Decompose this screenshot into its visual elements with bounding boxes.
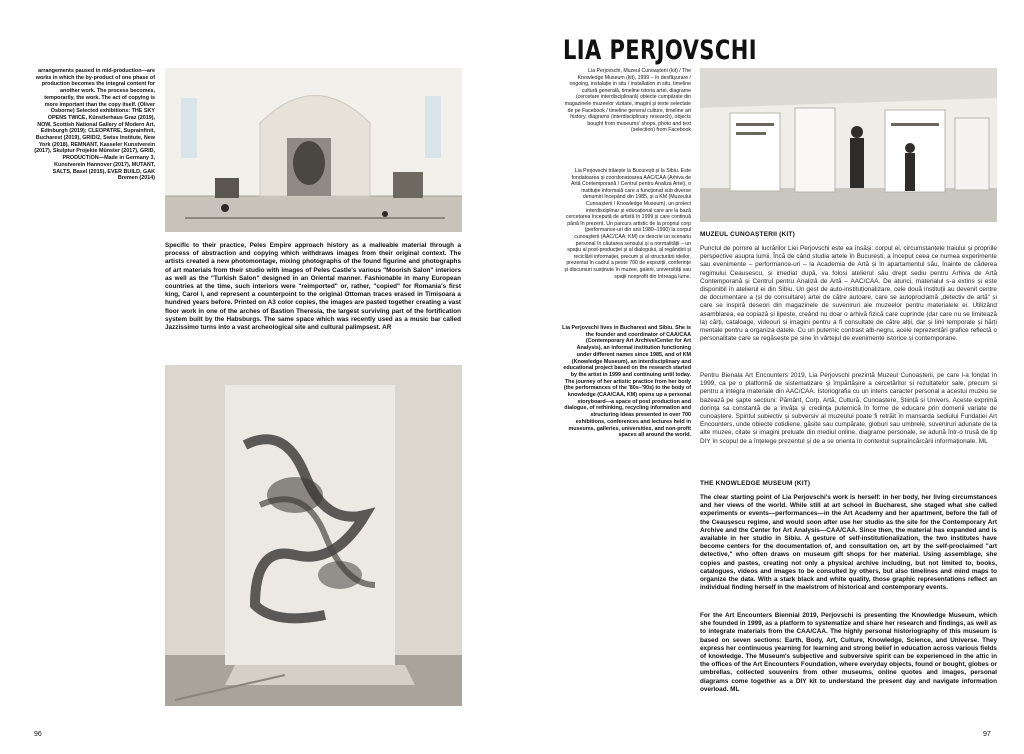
page-number-right: 97 — [983, 731, 991, 738]
text-ro-part2: Pentru Bienala Art Encounters 2019, Lia Perjovschi prezintă Muzeul Cunoașterii, pe care l-a fondat în 1999, ca pe o platformă de sistematizare și împărtășire a cercetărilor și rezultatelor sale, precum și pentru a integra materiale din AAC/CAA. Istoriografia cu un intens caracter personal a acestui muzeu se bazează pe șapte secțiuni: Pământ, Corp, Artă, Cultură, Cunoaștere, Știință și Univers. Aceste exprimă dorința sa constantă de a învăța și credința puternică în forme de educare prin domenii variate de cunoaștere. Spiritul subiectiv și subversiv al muzeului poate fi retrăit în mansarda sediului Fundației Art Encounters, unde obiecte cotidiene, găsite sau cumpărate, globuri sau umbrele, suveniruri adunate de la alte muzee, citate și imagini preluate din mediul online, diagrame personale, se adună într-o trusă de tip DIY în scopul de a înțelege prezentul și de a se orienta în contextul supraîncărcării informaționale. ML — [700, 372, 997, 445]
heading-en: THE KNOWLEDGE MUSEUM (KIT) — [700, 480, 811, 487]
photo-arched-room — [165, 68, 462, 232]
work-caption-ro: Lia Perjovschi, Muzeul Cunoașterii (kit) / The Knowledge Museum (kit), 1999 – în desfășurare / ongoing, instalație in situ / installation in situ, timeline cultură generală, timeline istoria artei, diagrame (cercetare interdisciplinară) obiecte cumpărate din magazinele muzeelor vizitate, imagini și texte selectate de pe Facebook / timeline general culture, timeline art history, diagrams (interdisciplinary research), objects bought from museums' shops, photo and text (selection) from Facebook — [564, 68, 691, 134]
heading-ro: MUZEUL CUNOAȘTERII (KIT) — [700, 231, 795, 238]
artist-title: LIA PERJOVSCHI — [563, 35, 757, 66]
text-ro-part1: Punctul de pornire al lucrărilor Liei Perjovschi este ea însăși: corpul ei, circumstanțele traiului și propriile perspective asupra lumii. Încă de când studia artele în București, a început ceea ce numea experimente sau evenimente – performance-uri – la Academia de Artă și în apartamentul său, înainte de căderea regimului Ceaușescu, și imediat după, va folosi atelierul său drept sediu pentru Arhiva de Artă Contemporană și Centrul pentru Analiză de Artă – AAC/CAA. De atunci, materialul s-a extins și este disponibil în atelierul ei din Sibiu. Un gest de auto-instituționalizare, cele două instituții au devenit centre de documentare a (și de consultare) artei de către autoare, care se autoproclamă „detectiv de artă" și care se inspiră deseori din magazinele de suveniruri ale muzeelor pentru materialele ei. Utilizând asamblarea, ea copiază și lipește, creând nu doar o arhivă fizică care cuprinde (dar care nu se limitează la) cărți, cataloage, videouri și imagini pentru a fi consultate de către alții, dar și linii temporale și hărți mentale pentru a organiza datele. Cu un puternic contrast alb-negru, acele reprezentări grafice reflectă o personalitate care se regăsește pe sine în vârtejul de evenimente istorice și contemporane. — [700, 245, 997, 343]
exhibitions-caption: arrangements paused in mid-production—are works in which the by-product of one phase of production becomes the integral content for another work. The process becomes, temporarily, the work. The act of copying is more important than the copy itself. (Oliver Osborne) Selected exhibitions: THE SKY OPENS TWICE, Künstlerhaus Graz (2019), NOW, Scottish National Gallery of Modern Art, Edinburgh (2019); CLEOPATRE, Suprainfinit, Bucharest (2019), GRID/2, Swiss Institute, New York (2018), REMNANT, Kasseler Kunstverein (2017), Skulptur Projekte Münster (2017), GRID, PRODUCTION—Made in Germany 3, Kunstverein Hannover (2017), MUTANT, SALTS, Basel (2015), EVER BUILD, GAK Bremen (2014) — [34, 68, 155, 182]
page-number-left: 96 — [34, 731, 42, 738]
photo-knowledge-museum-installation — [700, 68, 997, 222]
text-en-part1: The clear starting point of Lia Perjovschi's work is herself: in her body, her living circumstances and her views of the world. While still at art school in Bucharest, she staged what she called experiments or events—performances—in the Art Academy and her apartment, before the fall of the Ceaușescu regime, and would soon after use her studio as the site for the Contemporary Art Archive and the Center for Art Analysis—CAA/CAA. Since then, the material has expanded and is available in her studio in Sibiu. A gesture of self-institutionalization, the two institutes have become centers for the documentation of, and consultation on, art by the self-proclaimed "art detective," who often draws on museum gift shops for her material. Using assemblage, she copies and pastes, creating not only a physical archive including, but not limited to, books, catalogues, videos and images to be consulted by others, but also timelines and mind maps to organize the data. With a stark black and white quality, those graphic representations reflect an individual finding herself in the maelstrom of historical and contemporary events. — [700, 494, 997, 592]
peles-empire-body: Specific to their practice, Peles Empire approach history as a malleable material through a process of abstraction and copying which withdraws images from their original context. The artists created a new photomontage, mixing photographs of the found figurine and photographs of art materials from their studio with images of Peles Castle's various "Moorish Salon" interiors as well as the "Turkish Salon" designed in an Oriental manner. Fashionable in many European countries at the time, such interiors were "reimported" or, rather, "copied" for Romania's first king, Carol I, and represent a counterpoint to the original Ottoman traces erased in Timișoara a hundred years before. Printed on A3 color copies, the images are pasted together creating a vast floor work in one of the arches of Bastion Theresia, the largest surviving part of the fortification system built by the Habsburgs. The same space which was recently used as a music bar called Jazzissimo turns into a vast archeological site and cultural palimpsest. AR — [165, 242, 461, 332]
bio-ro: Lia Perjovschi trăiește la București și la Sibiu. Este fondatoarea și coordonatoarea AAC/CAA (Arhiva de Artă Contemporană / Centrul pentru Analiza Artei), o instituție informală care a funcționat sub diverse denumiri începând din 1985, și a KM (Muzeului Cunoașterii / Knowledge Museum), un proiect interdisciplinar și educațional care are la bază cercetarea începută de artistă în 1999 și care continuă până în prezent. Un parcurs artistic de la propriul corp (performance-uri din anii 1980–1990) la corpul cunoașterii (AAC/CAA; KM) ce descrie un scenariu personal în căutarea sensului și a normalității – un spațiu al post-producției și al dialogului, al regândirii și reciclării informației, precum și al structurării ideilor, prezentat în cadrul a peste 700 de expoziții, conferințe și discursuri susținute în muzee, galerii, universități sau spații nonprofit din întreaga lume. — [564, 168, 691, 280]
text-en-part2: For the Art Encounters Biennial 2019, Perjovschi is presenting the Knowledge Museum, which she founded in 1999, as a platform to systematize and share her research and findings, as well as to integrate materials from the CAA/CAA. The highly personal historiography of this museum is based on seven sections: Earth, Body, Art, Culture, Knowledge, Science, and Universe. They express her continuous yearning for learning and strong belief in education across various fields of knowledge. The Museum's subjective and subversive spirit can be experienced in the attic in the offices of the Art Encounters Foundation, where everyday objects, found or bought, globes or umbrellas, collected souvenirs from other museums, online quotes and images, personal diagrams come together as a DIY kit to understand the present day and navigate information overload. ML — [700, 612, 997, 693]
bio-en: Lia Perjovschi lives in Bucharest and Sibiu. She is the founder and coordinator of CAA/CAA (Contemporary Art Archive/Center for Art Analysis), an informal institution functioning under different names since 1985, and of KM (Knowledge Museum), an interdisciplinary and educational project based on the research started by the artist in 1999 and continuing until today. The journey of her artistic practice from her body (the performances of the '80s–'90s) to the body of knowledge (CAA/CAA, KM) opens up a personal storyboard—a space of post production and dialogue, of rethinking, recycling information and structuring ideas presented in over 700 exhibitions, conferences and lectures held in museums, galleries, universities, and non-profit spaces all around the world. — [562, 325, 691, 439]
photo-abstract-artwork — [165, 365, 462, 706]
